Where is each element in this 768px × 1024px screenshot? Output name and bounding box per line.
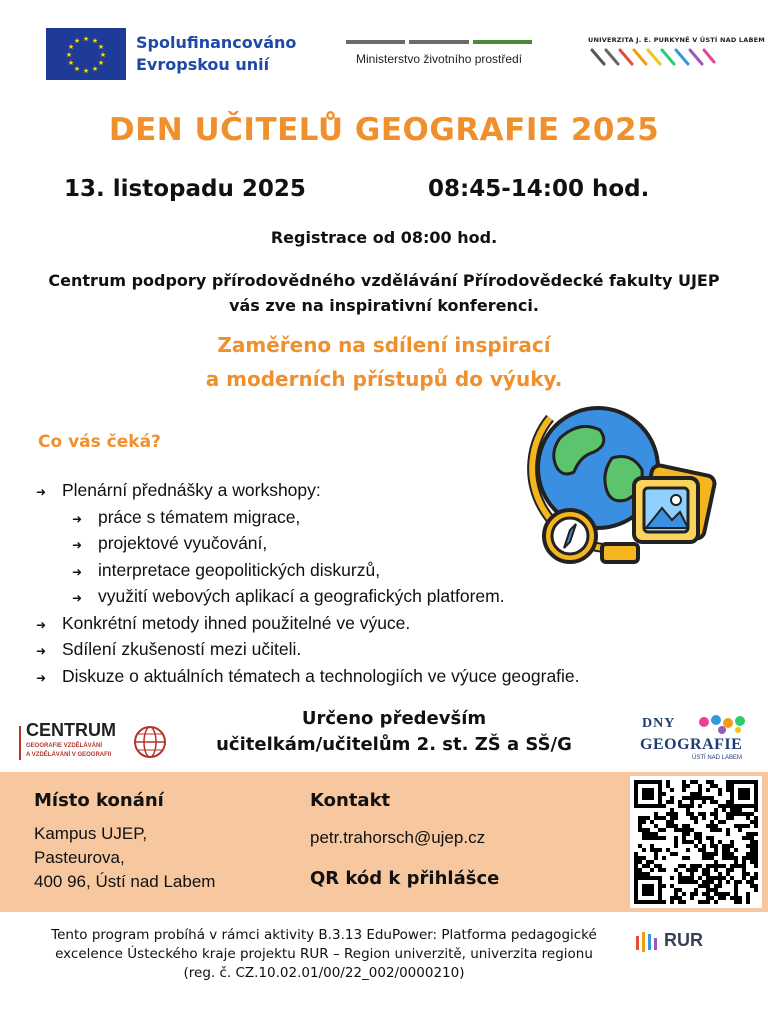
svg-text:★: ★ [91,65,99,73]
footer-text: Tento program probíhá v rámci aktivity B.3.13 EduPower: Platforma pedagogické excelence Ústeckého kraje projektu RUR – Region univerzitě, univerzita regionu (reg. č. CZ.10.02.01/00/22_002/0000210) [51,927,597,981]
program-item-text: Plenární přednášky a workshopy: [62,480,321,500]
target-audience: Určeno především učitelkám/učitelům 2. st. ZŠ a SŠ/G [216,708,572,755]
dny-logo-city: ÚSTÍ NAD LABEM [692,755,743,761]
qr-code[interactable] [630,776,762,908]
focus-text: Zaměřeno na sdílení inspirací a moderních přístupů do výuky. [205,333,563,391]
arrow-icon: ➜ [72,591,83,605]
program-item-text: práce s tématem migrace, [98,506,301,527]
program-item [36,478,580,505]
arrow-icon: ➜ [72,564,83,579]
dny-logo-title: DNY [642,716,676,731]
mzp-logo-bars [346,40,532,44]
program-item-text: interpretace geopolitických diskurzů, [98,559,381,580]
contact-email[interactable]: petr.trahorsch@ujep.cz [310,828,486,847]
program-item-text: Diskuze o aktuálních tématech a technologiích ve výuce geografie. [62,665,580,686]
invitation-text: Centrum podpory přírodovědného vzdělávání Přírodovědecké fakulty UJEP vás zve na inspirativní konferenci. [48,271,720,315]
program-item [36,637,580,664]
program-item [36,531,580,558]
venue-heading: Místo konání [34,790,164,811]
centrum-logo-subtitle: GEOGRAFIE VZDĚLÁVÁNÍ A VZDĚLÁVÁNÍ V GEOGRAFII [26,743,112,758]
event-time: 08:45-14:00 hod. [428,176,650,202]
registration-time: Registrace od 08:00 hod. [270,228,498,247]
arrow-icon: ➜ [36,644,47,658]
svg-text:★: ★ [67,59,75,67]
arrow-icon: ➜ [72,538,83,552]
program-item [36,584,580,611]
svg-text:★: ★ [91,37,99,45]
contact-heading: Kontakt [310,790,391,811]
ujep-logo-text: UNIVERZITA J. E. PURKYNĚ V ÚSTÍ NAD LABEM [588,36,765,44]
mzp-logo-text: Ministerstvo životního prostředí [356,52,523,66]
svg-text:★: ★ [67,43,75,51]
ujep-stripes-logo [588,46,718,68]
rur-logo-text: RUR [664,930,703,950]
svg-text:★: ★ [97,43,105,51]
program-item [36,664,580,691]
centrum-logo-title: CENTRUM [26,720,116,740]
svg-text:★: ★ [65,51,73,59]
program-item [36,611,580,638]
arrow-icon: ➜ [36,617,47,632]
dny-logo-geografie: GEOGRAFIE [640,736,743,753]
arrow-icon: ➜ [72,511,83,526]
program-item-text: projektové vyučování, [98,533,268,553]
svg-text:★: ★ [99,51,107,59]
program-list [36,478,580,690]
arrow-icon: ➜ [36,485,47,499]
world-map-icon [694,714,752,736]
globe-illustration [520,398,726,576]
eu-flag-logo [46,28,126,80]
program-item-text: Konkrétní metody ihned použitelné ve výuce. [62,612,411,633]
event-date: 13. listopadu 2025 [64,176,306,202]
program-heading: Co vás čeká? [38,432,161,452]
svg-text:★: ★ [82,35,90,43]
program-item-text: využití webových aplikací a geografických platforem. [98,586,505,606]
venue-address: Kampus UJEP, Pasteurova, 400 96, Ústí nad Labem [34,824,216,891]
svg-text:★: ★ [73,37,81,45]
program-item-text: Sdílení zkušeností mezi učiteli. [62,639,302,659]
svg-text:★: ★ [73,65,81,73]
eu-cofinancing-text: Spolufinancováno Evropskou unií [136,33,297,74]
svg-text:★: ★ [97,59,105,67]
program-item [36,558,580,585]
qr-label: QR kód k přihlášce [310,868,500,889]
page-title: DEN UČITELŮ GEOGRAFIE 2025 [108,112,660,148]
arrow-icon: ➜ [36,670,47,685]
program-item [36,505,580,532]
svg-text:★: ★ [82,67,90,75]
